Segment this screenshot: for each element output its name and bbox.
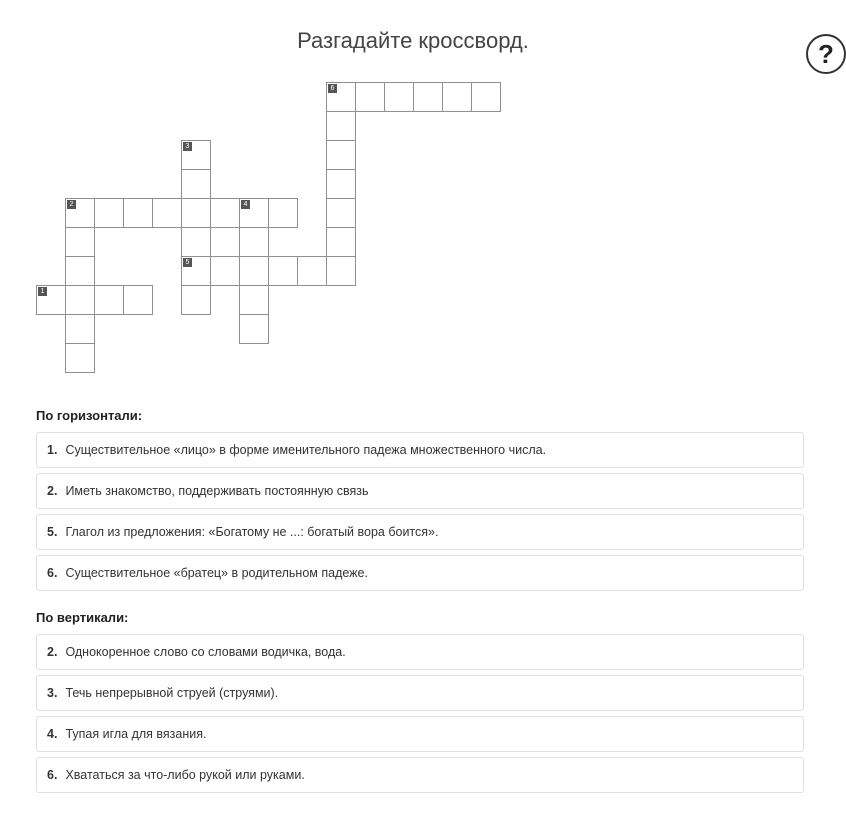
clue-number: 2.	[47, 484, 58, 498]
crossword-cell[interactable]	[181, 227, 211, 257]
cell-number: 4	[241, 200, 250, 209]
crossword-cell[interactable]	[152, 198, 182, 228]
clue-number: 6.	[47, 566, 58, 580]
cell-number: 6	[328, 84, 337, 93]
crossword-cell[interactable]	[181, 198, 211, 228]
clue-text: Существительное «братец» в родительном падеже.	[65, 566, 368, 580]
clue-text: Однокоренное слово со словами водичка, вода.	[65, 645, 346, 659]
crossword-cell[interactable]	[239, 314, 269, 344]
clue-across-6[interactable]	[36, 555, 804, 591]
crossword-cell[interactable]	[471, 82, 501, 112]
down-heading: По вертикали:	[36, 610, 129, 625]
crossword-cell[interactable]	[94, 285, 124, 315]
crossword-cell[interactable]	[123, 198, 153, 228]
clue-down-2[interactable]	[36, 634, 804, 670]
crossword-grid	[0, 0, 826, 400]
cell-number: 5	[183, 258, 192, 267]
across-heading: По горизонтали:	[36, 408, 143, 423]
crossword-cell[interactable]	[65, 343, 95, 373]
clue-number: 3.	[47, 686, 58, 700]
clue-text: Глагол из предложения: «Богатому не ...: богатый вора боится».	[65, 525, 439, 539]
clue-text: Тупая игла для вязания.	[65, 727, 207, 741]
crossword-cell[interactable]	[36, 285, 66, 315]
clue-number: 6.	[47, 768, 58, 782]
crossword-cell[interactable]	[413, 82, 443, 112]
down-clue-list	[36, 634, 804, 798]
crossword-cell[interactable]	[239, 227, 269, 257]
across-clue-list	[36, 432, 804, 596]
crossword-cell[interactable]	[326, 256, 356, 286]
crossword-cell[interactable]	[239, 256, 269, 286]
clue-number: 2.	[47, 645, 58, 659]
crossword-cell[interactable]	[384, 82, 414, 112]
crossword-cell[interactable]	[65, 256, 95, 286]
clue-text: Течь непрерывной струей (струями).	[65, 686, 279, 700]
crossword-cell[interactable]	[326, 140, 356, 170]
crossword-cell[interactable]	[181, 285, 211, 315]
clue-across-5[interactable]	[36, 514, 804, 550]
clue-text: Существительное «лицо» в форме именительного падежа множественного числа.	[65, 443, 547, 457]
clue-number: 4.	[47, 727, 58, 741]
crossword-cell[interactable]	[326, 111, 356, 141]
crossword-cell[interactable]	[94, 198, 124, 228]
crossword-cell[interactable]	[326, 227, 356, 257]
crossword-cell[interactable]	[65, 285, 95, 315]
clue-text: Хвататься за что-либо рукой или руками.	[65, 768, 305, 782]
crossword-cell[interactable]	[326, 82, 356, 112]
clue-across-1[interactable]	[36, 432, 804, 468]
crossword-cell[interactable]	[297, 256, 327, 286]
crossword-cell[interactable]	[442, 82, 472, 112]
clue-across-2[interactable]	[36, 473, 804, 509]
crossword-cell[interactable]	[355, 82, 385, 112]
crossword-cell[interactable]	[239, 285, 269, 315]
cell-number: 2	[67, 200, 76, 209]
clue-number: 5.	[47, 525, 58, 539]
crossword-cell[interactable]	[268, 256, 298, 286]
crossword-cell[interactable]	[239, 198, 269, 228]
clue-text: Иметь знакомство, поддерживать постоянную связь	[65, 484, 369, 498]
cell-number: 3	[183, 142, 192, 151]
crossword-cell[interactable]	[181, 140, 211, 170]
crossword-cell[interactable]	[268, 198, 298, 228]
crossword-cell[interactable]	[181, 256, 211, 286]
clue-down-3[interactable]	[36, 675, 804, 711]
crossword-cell[interactable]	[326, 198, 356, 228]
crossword-cell[interactable]	[65, 198, 95, 228]
crossword-cell[interactable]	[181, 169, 211, 199]
crossword-cell[interactable]	[210, 256, 240, 286]
clue-number: 1.	[47, 443, 58, 457]
crossword-cell[interactable]	[326, 169, 356, 199]
cell-number: 1	[38, 287, 47, 296]
crossword-cell[interactable]	[65, 227, 95, 257]
crossword-cell[interactable]	[123, 285, 153, 315]
help-icon[interactable]: ?	[806, 34, 846, 74]
crossword-cell[interactable]	[210, 198, 240, 228]
clue-down-4[interactable]	[36, 716, 804, 752]
clue-down-6[interactable]	[36, 757, 804, 793]
page-title: Разгадайте кроссворд.	[297, 28, 529, 53]
crossword-cell[interactable]	[65, 314, 95, 344]
